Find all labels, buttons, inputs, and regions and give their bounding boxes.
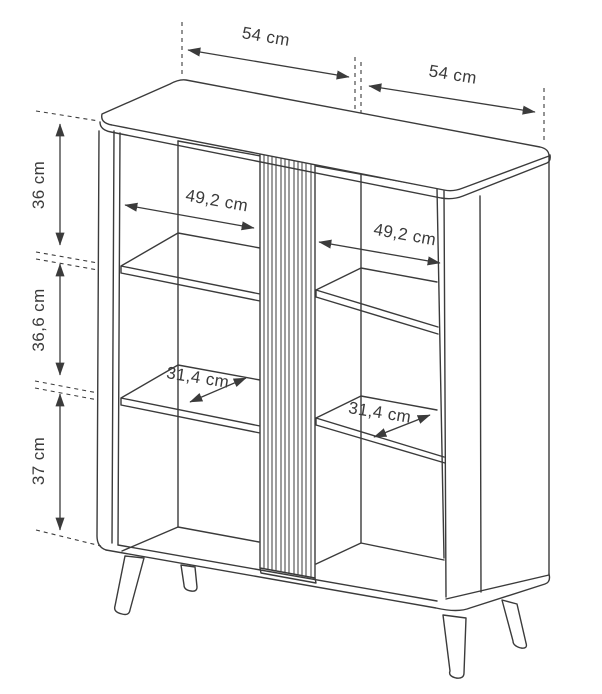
right-panel-rounding-line xyxy=(480,196,481,592)
cabinet-carcass xyxy=(97,131,550,611)
cabinet-legs xyxy=(115,556,527,678)
back-right-leg xyxy=(502,600,526,648)
dim-label-upper-height: 36 cm xyxy=(29,160,48,210)
dim-label-top-width-right: 54 cm xyxy=(427,61,479,88)
dim-label-left-shelf-width: 49,2 cm xyxy=(184,185,250,216)
extension-line-height-top xyxy=(36,111,99,121)
extension-line-shelf2 xyxy=(35,381,98,400)
dim-label-top-width-left: 54 cm xyxy=(240,23,292,50)
left-compartment-floor xyxy=(122,527,259,551)
cabinet-top-panel xyxy=(100,80,550,199)
dim-label-left-shelf-depth: 31,4 cm xyxy=(165,363,231,392)
left-outer-edge xyxy=(97,131,106,550)
dim-label-lower-height: 37 cm xyxy=(29,436,48,486)
fluted-center-strip xyxy=(260,152,316,583)
right-shelf-1 xyxy=(316,268,438,334)
top-surface xyxy=(102,80,549,191)
right-inner-wall-edge xyxy=(437,188,444,558)
dim-label-right-shelf-depth: 31,4 cm xyxy=(347,398,413,427)
right-compartment-floor xyxy=(316,543,444,564)
dim-label-middle-height: 36,6 cm xyxy=(29,288,48,352)
left-panel-front-edge xyxy=(112,131,120,545)
extension-line-height-bottom xyxy=(36,530,101,546)
dim-arrow-top-width-right xyxy=(369,86,535,112)
front-right-leg xyxy=(443,615,466,678)
right-front-edge xyxy=(444,191,446,597)
front-left-leg xyxy=(115,556,144,615)
extension-line-shelf1 xyxy=(36,252,98,270)
dim-label-right-shelf-width: 49,2 cm xyxy=(372,219,438,250)
dim-arrow-top-width-left xyxy=(188,50,349,77)
back-left-leg xyxy=(181,565,197,591)
left-shelf-1 xyxy=(121,233,260,301)
